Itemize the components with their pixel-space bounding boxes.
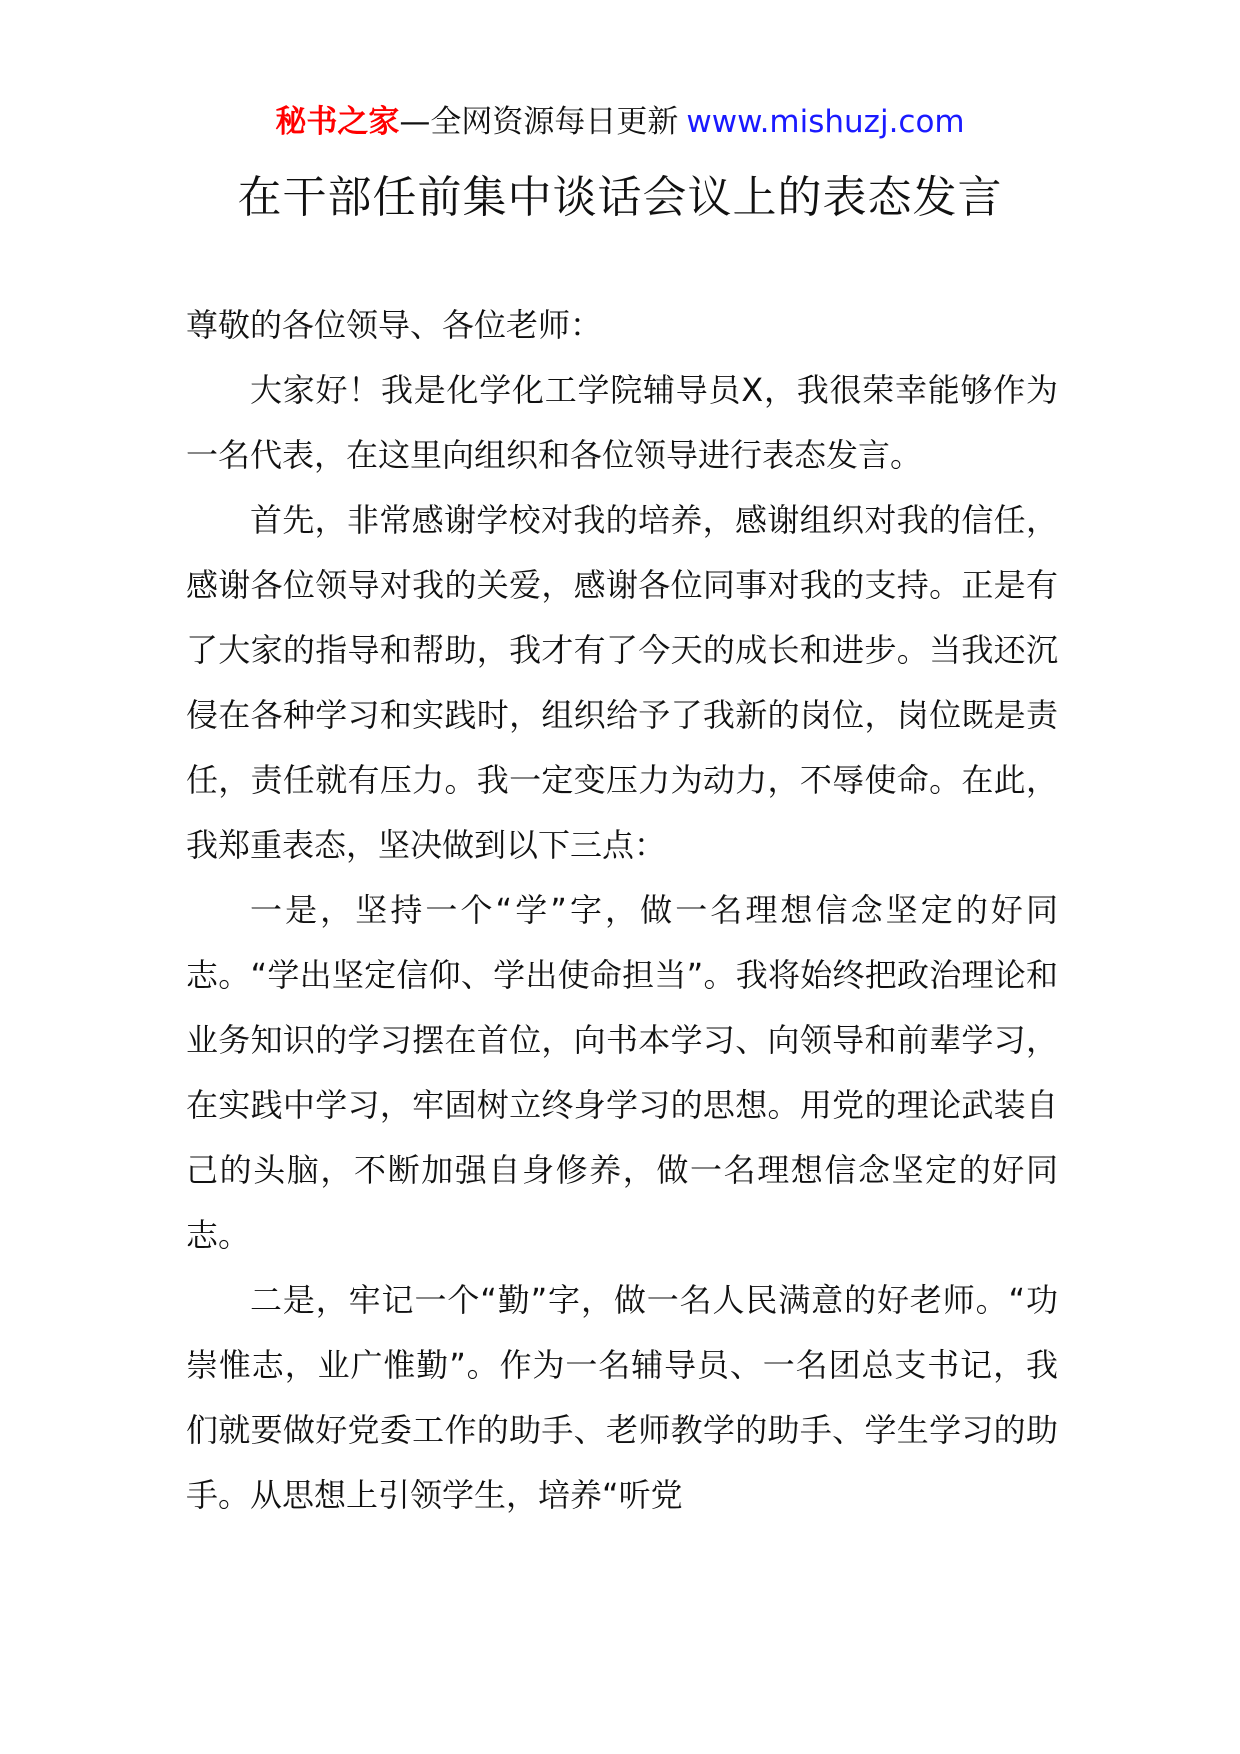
document-body xyxy=(186,293,1058,1528)
paragraph: 首先，非常感谢学校对我的培养，感谢组织对我的信任，感谢各位领导对我的关爱，感谢各位同事对我的支持。正是有了大家的指导和帮助，我才有了今天的成长和进步。当我还沉侵在各种学习和实践时，组织给予了我新的岗位，岗位既是责任，责任就有压力。我一定变压力为动力，不辱使命。在此，我郑重表态，坚决做到以下三点： xyxy=(186,501,1058,864)
brand-name: 秘书之家 xyxy=(275,104,400,140)
paragraph: 大家好！我是化学化工学院辅导员X，我很荣幸能够作为一名代表，在这里向组织和各位领导进行表态发言。 xyxy=(186,371,1058,474)
document-title: 在干部任前集中谈话会议上的表态发言 xyxy=(237,172,1003,223)
header-tagline: —全网资源每日更新 xyxy=(399,104,679,140)
site-url-link[interactable]: www.mishuzj.com xyxy=(686,104,965,140)
paragraph: 二是，牢记一个“勤”字，做一名人民满意的好老师。“功崇惟志，业广惟勤”。作为一名辅导员、一名团总支书记，我们就要做好党委工作的助手、老师教学的助手、学生学习的助手。从思想上引领学生，培养“听党 xyxy=(186,1281,1058,1514)
salutation: 尊敬的各位领导、各位老师： xyxy=(186,306,603,344)
site-header xyxy=(0,100,1240,144)
paragraph: 一是，坚持一个“学”字，做一名理想信念坚定的好同志。“学出坚定信仰、学出使命担当”。我将始终把政治理论和业务知识的学习摆在首位，向书本学习、向领导和前辈学习，在实践中学习，牢固树立终身学习的思想。用党的理论武装自己的头脑，不断加强自身修养，做一名理想信念坚定的好同志。 xyxy=(186,891,1058,1254)
